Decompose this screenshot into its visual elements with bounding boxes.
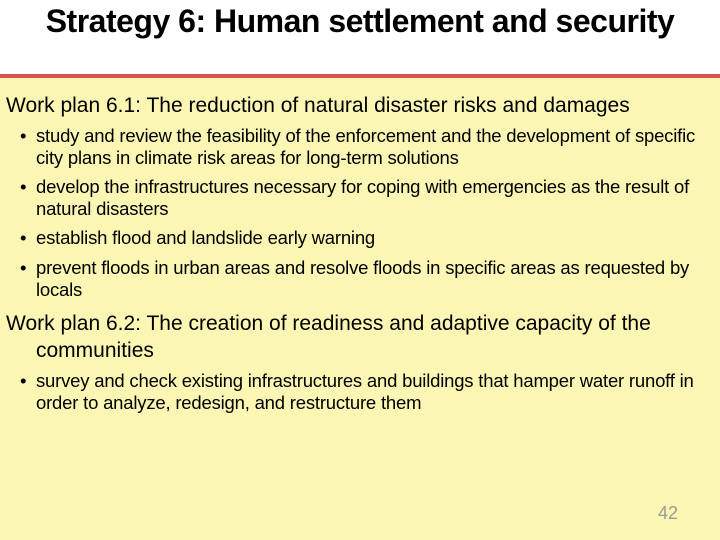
work-plan-heading-6-1: Work plan 6.1: The reduction of natural disaster risks and damages (6, 94, 630, 117)
page-number: 42 (657, 503, 678, 523)
bullet-icon: • (20, 176, 27, 198)
bullet-icon: • (20, 227, 27, 249)
list-item: • survey and check existing infrastructures and buildings that hamper water runoff in order to analyze, redesign, and restructure them (20, 370, 694, 413)
bullet-icon: • (20, 256, 27, 278)
slide-content (0, 78, 720, 540)
list-item: • study and review the feasibility of the enforcement and the development of specific city plans in climate risk areas for long-term solutions (20, 125, 696, 168)
work-plan-6-2-list (0, 370, 720, 413)
work-plan-heading-6-2: Work plan 6.2: The creation of readiness and adaptive capacity of the communities (6, 312, 651, 363)
list-item: • establish flood and landslide early warning (20, 227, 376, 249)
list-item: • prevent floods in urban areas and resolve floods in specific areas as requested by locals (20, 256, 690, 300)
slide-title: Strategy 6: Human settlement and security (45, 3, 675, 39)
list-item: • develop the infrastructures necessary for coping with emergencies as the result of natural disasters (20, 176, 690, 219)
bullet-icon: • (20, 370, 27, 392)
work-plan-6-1-list (0, 125, 720, 300)
bullet-icon: • (20, 125, 27, 146)
